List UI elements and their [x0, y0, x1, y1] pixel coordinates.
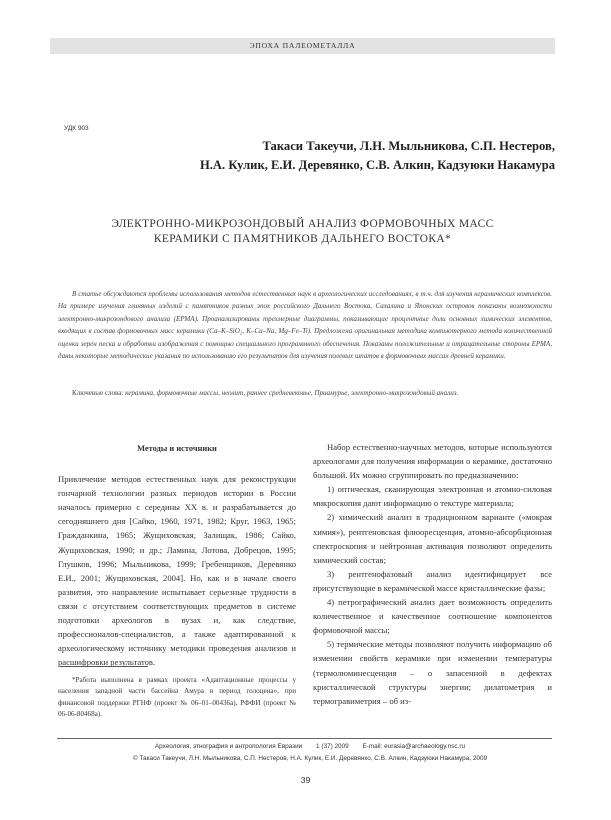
journal-name: Археология, этнография и антропология Евразии [154, 743, 303, 750]
keywords-values: керамика, формовочные массы, неолит, раннее средневековье, Приамурье, электронно-микрозондовый анализ. [125, 389, 459, 397]
journal-email[interactable]: E-mail: eurasia@archaeology.nsc.ru [362, 743, 466, 750]
section-header-band [50, 38, 555, 54]
footer-divider [57, 738, 552, 739]
keywords [58, 387, 552, 399]
list-item-2: 2) химический анализ в традиционном варианте («мокрая химия»), рентгеновская флюоресценция, атомно-абсорбционная спектроскопия и нейтронная активация позволяют определить химический состав; [313, 512, 552, 565]
footnote: *Работа выполнена в рамках проекта «Адаптационные процессы у населения западной части бассейна Амура в период голоцена», при финансовой поддержке РГНФ (проект № 06–01–00436а), РФФИ (проект № 06-06-80468а). [58, 676, 296, 718]
list-item-4: 4) петрографический анализ дает возможность определить количественное и качественное соотношение компонентов формовочной массы; [313, 597, 552, 636]
section-title: ЭПОХА ПАЛЕОМЕТАЛЛА [249, 41, 356, 50]
keywords-label: Ключевые слова: [72, 389, 126, 397]
paragraph: Набор естественно-научных методов, которые используются археологами для получения информации о керамике, достаточно большой. Их можно сгруппировать по предназначению: [313, 442, 552, 481]
list-item-3: 3) рентгенофазовый анализ идентифицирует все присутствующие в керамической массе кристаллические фазы; [313, 568, 552, 593]
list-item-1: 1) оптическая, сканирующая электронная и атомно-силовая микроскопия дают информацию о текстуре материала; [313, 484, 552, 509]
authors-block [200, 137, 555, 175]
list-item-5: 5) термические методы позволяют получить информацию об изменении свойств керамики при изменении температуры (термолюминесценция – о запасенной в дефектах кристаллической структуры энергии; дилатометрия и термогравиметрия – об из- [313, 639, 552, 706]
left-column [58, 440, 296, 669]
udk-code: УДК 903 [64, 125, 89, 132]
title-line-1: ЭЛЕКТРОННО-МИКРОЗОНДОВЫЙ АНАЛИЗ ФОРМОВОЧНЫХ МАСС [111, 218, 494, 230]
page-number: 39 [300, 775, 311, 785]
title-line-2: КЕРАМИКИ С ПАМЯТНИКОВ ДАЛЬНЕГО ВОСТОКА* [153, 233, 452, 245]
footnote-divider [60, 666, 148, 667]
authors-line-1: Такаси Такеучи, Л.Н. Мыльникова, С.П. Нестеров, [262, 139, 555, 153]
article-title [50, 217, 555, 247]
copyright-line: © Такаси Такеучи, Л.Н. Мыльникова, С.П. Нестеров, Н.А. Кулик, Е.И. Деревянко, С.В. Алкин, Кадзуюки Накамура, 2009 [132, 754, 488, 762]
page-footer [40, 741, 580, 764]
abstract: В статье обсуждаются проблемы использования методов естественных наук в археологических исследованиях, в т.ч. для изучения керамических комплексов. На примере изучения глиняных изделий с памятников разных эпох российского Дальнего Востока, Сахалина и Японских островов показаны возможности электронно-микрозондового анализа (ЕРМА). Проанализированы трехмерные диаграммы, показывающие процентные доли основных химических элементов, входящих в состав формовочных масс керамики (Ca–K–SiO₂, K–Ca–Na, Mg–Fe–Ti). Предложена оригинальная методика компьютерного метода количественной оценки зерен песка и обработки изображения с помощью специального программного обеспечения. Показаны положительные и отрицательные стороны ЕРМА, даны некоторые методические указания по использованию его результатов для изучения полевых шпатов в формовочных массах древней керамики. [58, 290, 552, 361]
authors-line-2: Н.А. Кулик, Е.И. Деревянко, С.В. Алкин, Кадзуюки Накамура [199, 158, 555, 172]
journal-issue: 1 (37) 2009 [316, 743, 349, 750]
footer-journal-line [40, 741, 580, 753]
paragraph: Привлечение методов естественных наук для реконструкции гончарной технологии разных периодов истории в России началось примерно с середины XX в. и разрабатывается до сегодняшнего дня [Сайко, 1960, 1971, 1982; Круг, 1963, 1965; Гражданкина, 1965; Жущиховская, Залищак, 1986; Сайко, Жущиховская, 1990; и др.; Ламина, Лотова, Добрецов, 1995; Глушков, 1996; Мыльникова, 1999; Гребенщиков, Деревянко Е.И., 2001; Жущиховская, 2004]. Но, как и в начале своего развития, это направление испытывает серьезные трудности в связи с отсутствием соответствующих предметов в системе подготовки археологов в вузах и, как следствие, профессионалов-специалистов, а также адаптированной к археологическому источнику методики проведения анализов и расшифровки результатов. [58, 474, 296, 668]
right-column [313, 440, 552, 708]
section-heading-methods: Методы и источники [137, 444, 217, 453]
